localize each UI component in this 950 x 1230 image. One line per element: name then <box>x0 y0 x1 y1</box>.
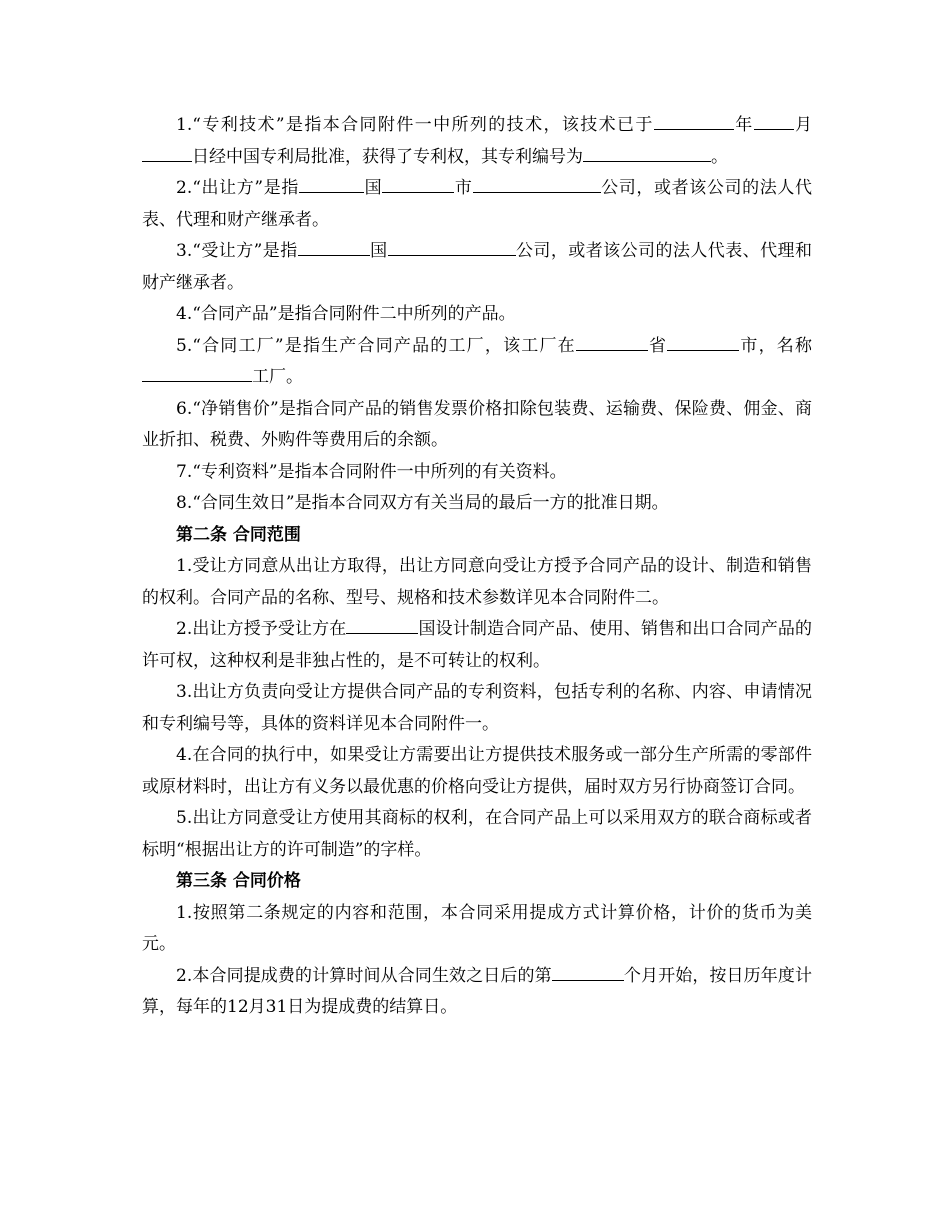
definition-1: 1.“专利技术”是指本合同附件一中所列的技术，该技术已于 年 月日经中国专利局批准，获得了专利权，其专利编号为 。 <box>142 110 812 173</box>
blank-licensor-country[interactable] <box>299 173 364 193</box>
blank-year[interactable] <box>654 110 734 130</box>
blank-factory-name[interactable] <box>142 362 252 382</box>
definition-8: 8.“合同生效日”是指本合同双方有关当局的最后一方的批准日期。 <box>176 493 669 513</box>
blank-licensee-company[interactable] <box>388 236 516 256</box>
article-2-item-1: 1.受让方同意从出让方取得，出让方同意向受让方授予合同产品的设计、制造和销售的权利。合同产品的名称、型号、规格和技术参数详见本合同附件二。 <box>142 556 812 608</box>
definition-5: 5.“合同工厂”是指生产合同产品的工厂，该工厂在 省 市，名称工厂。 <box>142 331 812 394</box>
blank-licensor-company[interactable] <box>473 173 601 193</box>
article-3-item-2: 2.本合同提成费的计算时间从合同生效之日后的第 个月开始，按日历年度计算，每年的12月31日为提成费的结算日。 <box>142 961 812 1024</box>
definition-6: 6.“净销售价”是指合同产品的销售发票价格扣除包装费、运输费、保险费、佣金、商业折扣、税费、外购件等费用后的余额。 <box>142 398 812 450</box>
blank-factory-province[interactable] <box>576 331 648 351</box>
blank-patent-number[interactable] <box>583 142 711 162</box>
definition-3: 3.“受让方”是指 国 公司，或者该公司的法人代表、代理和财产继承者。 <box>142 236 812 299</box>
definition-4: 4.“合同产品”是指合同附件二中所列的产品。 <box>176 304 516 324</box>
article-2-item-5: 5.出让方同意受让方使用其商标的权利，在合同产品上可以采用双方的联合商标或者标明“根据出让方的许可制造”的字样。 <box>142 808 812 860</box>
article-3-item-1: 1.按照第二条规定的内容和范围，本合同采用提成方式计算价格，计价的货币为美元。 <box>142 902 812 954</box>
blank-factory-city[interactable] <box>667 331 739 351</box>
article-2-item-2: 2.出让方授予受让方在 国设计制造合同产品、使用、销售和出口合同产品的许可权，这种权利是非独占性的，是不可转让的权利。 <box>142 614 812 677</box>
blank-start-month[interactable] <box>552 961 624 981</box>
blank-month[interactable] <box>754 110 794 130</box>
article-2-item-3: 3.出让方负责向受让方提供合同产品的专利资料，包括专利的名称、内容、申请情况和专利编号等，具体的资料详见本合同附件一。 <box>142 682 812 734</box>
definition-7: 7.“专利资料”是指本合同附件一中所列的有关资料。 <box>176 461 567 482</box>
document-body <box>142 110 812 1024</box>
definition-2: 2.“出让方”是指 国 市 公司，或者该公司的法人代表、代理和财产继承者。 <box>142 173 812 236</box>
article-3-title: 第三条 合同价格 <box>176 871 301 891</box>
blank-licensor-city[interactable] <box>382 173 454 193</box>
blank-license-country[interactable] <box>346 614 418 634</box>
blank-day[interactable] <box>142 142 192 162</box>
blank-licensee-country[interactable] <box>298 236 370 256</box>
article-2-item-4: 4.在合同的执行中，如果受让方需要出让方提供技术服务或一部分生产所需的零部件或原材料时，出让方有义务以最优惠的价格向受让方提供，届时双方另行协商签订合同。 <box>142 745 812 797</box>
article-2-title: 第二条 合同范围 <box>176 524 301 545</box>
